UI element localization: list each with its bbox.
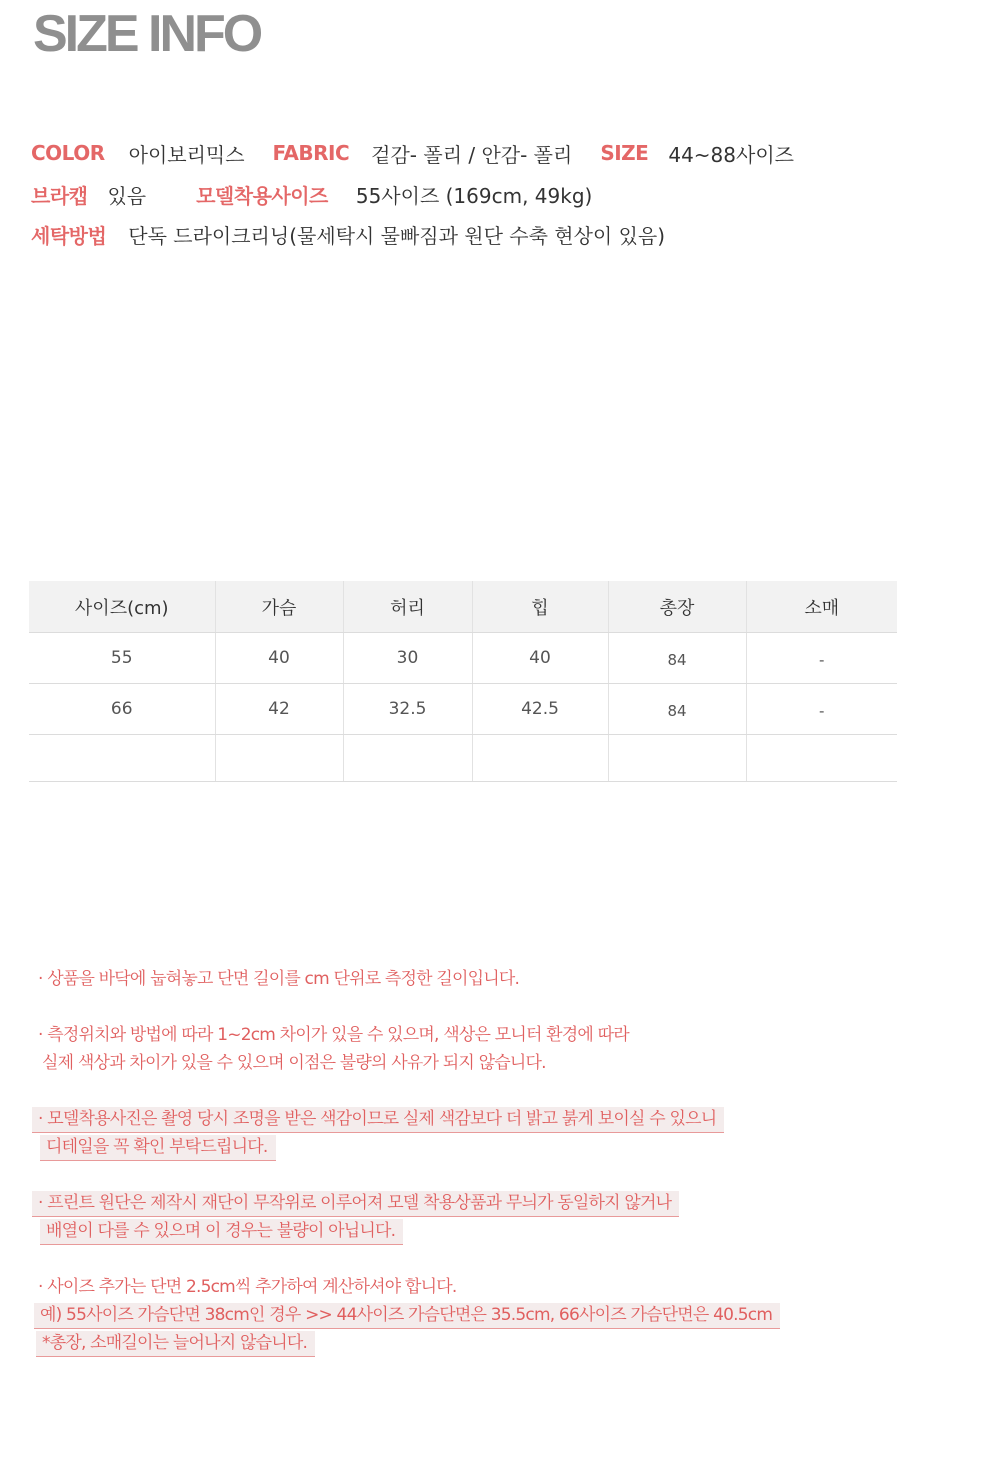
table-cell [472,735,608,782]
table-cell [343,735,472,782]
bra-label: 브라캡 [31,183,88,208]
header-size: 사이즈(cm) [29,581,215,633]
color-label: COLOR [31,141,105,165]
table-cell: 55 [29,633,215,684]
table-cell [746,735,897,782]
note-model-photo-line1: · 모델착용사진은 촬영 당시 조명을 받은 색감이므로 실제 색감보다 더 밝고 붉게 보이실 수 있으니 [32,1107,724,1133]
table-cell: 42 [215,684,343,735]
size-label: SIZE [600,141,649,165]
color-value: 아이보리믹스 [128,142,245,167]
note-difference-line1: · 측정위치와 방법에 따라 1~2cm 차이가 있을 수 있으며, 색상은 모니터 환경에 따라 [38,1025,629,1045]
header-chest: 가슴 [215,581,343,633]
table-cell: 30 [343,633,472,684]
page-title: SIZE INFO [33,5,261,63]
size-value: 44~88사이즈 [668,142,794,167]
note-model-photo-line2: 디테일을 꼭 확인 부탁드립니다. [40,1135,276,1161]
note-size-add-caveat: *총장, 소매길이는 늘어나지 않습니다. [36,1331,315,1357]
table-row [29,633,897,684]
info-row-1 [31,137,794,169]
table-cell [608,735,746,782]
table-cell [215,735,343,782]
table-cell: 42.5 [472,684,608,735]
fabric-value: 겉감- 폴리 / 안감- 폴리 [371,142,573,167]
table-cell: 32.5 [343,684,472,735]
note-difference-line2: 실제 색상과 차이가 있을 수 있으며 이점은 불량의 사유가 되지 않습니다. [42,1053,546,1073]
model-size-label: 모델착용사이즈 [196,183,328,208]
header-length: 총장 [608,581,746,633]
info-row-3 [31,218,665,250]
table-row [29,684,897,735]
table-cell: 40 [215,633,343,684]
note-size-add-line1: · 사이즈 추가는 단면 2.5cm씩 추가하여 계산하셔야 합니다. [38,1277,457,1297]
note-measure: · 상품을 바닥에 눕혀놓고 단면 길이를 cm 단위로 측정한 길이입니다. [38,969,520,989]
header-waist: 허리 [343,581,472,633]
header-sleeve: 소매 [746,581,897,633]
table-cell: 66 [29,684,215,735]
wash-label: 세탁방법 [31,223,107,248]
table-cell: 84 [608,633,746,684]
model-size-value: 55사이즈 (169cm, 49kg) [355,183,593,208]
note-print-fabric-line1: · 프린트 원단은 제작시 재단이 무작위로 이루어져 모델 착용상품과 무늬가 동일하지 않거나 [32,1191,679,1217]
header-hip: 힙 [472,581,608,633]
table-cell: - [746,633,897,684]
table-header-row [29,581,897,633]
note-size-add-example: 예) 55사이즈 가슴단면 38cm인 경우 >> 44사이즈 가슴단면은 35.5cm, 66사이즈 가슴단면은 40.5cm [34,1303,780,1329]
table-cell: 40 [472,633,608,684]
wash-value: 단독 드라이크리닝(물세탁시 물빠짐과 원단 수축 현상이 있음) [128,223,666,248]
note-print-fabric-line2: 배열이 다를 수 있으며 이 경우는 불량이 아닙니다. [40,1219,403,1245]
fabric-label: FABRIC [272,141,350,165]
table-cell: - [746,684,897,735]
info-row-2 [31,178,592,210]
table-cell [29,735,215,782]
table-cell: 84 [608,684,746,735]
bra-value: 있음 [107,183,147,208]
table-row [29,735,897,782]
size-table [29,581,897,782]
